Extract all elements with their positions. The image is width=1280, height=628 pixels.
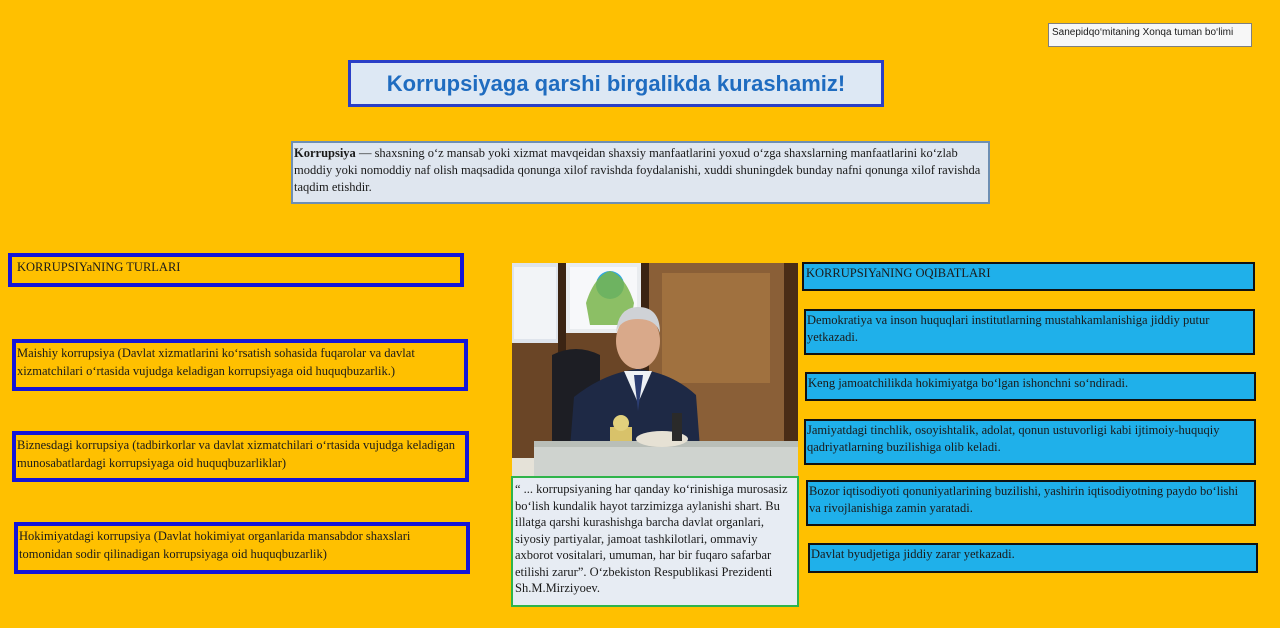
corruption-type-household: Maishiy korrupsiya (Davlat xizmatlarini ko‘rsatish sohasida fuqarolar va davlat xizmatchilari o‘rtasida vujudga keladigan korrupsiyaga oid huquqbuzarlik.) — [12, 339, 468, 391]
definition-term: Korrupsiya — [294, 146, 356, 160]
department-label: Sanepidqo‘mitaning Xonqa tuman bo‘limi — [1048, 23, 1252, 47]
consequence-item: Demokratiya va inson huquqlari institutlarning mustahkamlanishiga jiddiy putur yetkazadi. — [804, 309, 1255, 355]
president-quote: “ ... korrupsiyaning har qanday ko‘rinishiga murosasiz bo‘lish kundalik hayot tarzimizga aylanishi shart. Bu illatga qarshi kurashishga barcha davlat organlari, siyosiy partiyalar, jamoat tashkilotlari, ommaviy axborot vositalari, umuman, har bir fuqaro safarbar etilishi zarur”. O‘zbekiston Respublikasi Prezidenti Sh.M.Mirziyoev. — [511, 476, 799, 607]
definition-text: — shaxsning o‘z mansab yoki xizmat mavqeidan shaxsiy manfaatlarini yoxud o‘zga shaxslarning manfaatlarini ko‘zlab moddiy yoki nomoddiy naf olish maqsadida qonunga xilof ravishda foydalanishi, xuddi shuningdek bunday nafni qonunga xilof ravishda taqdim etishdir. — [294, 146, 981, 194]
corruption-type-government: Hokimiyatdagi korrupsiya (Davlat hokimiyat organlarida mansabdor shaxslari tomonidan sodir qilinadigan korrupsiyaga oid huquqbuzarlik) — [14, 522, 470, 574]
corruption-type-business: Biznesdagi korrupsiya (tadbirkorlar va davlat xizmatchilari o‘rtasida vujudga keladigan munosabatlardagi korrupsiyaga oid huquqbuzarliklar) — [12, 431, 469, 482]
consequence-item: Keng jamoatchilikda hokimiyatga bo‘lgan ishonchni so‘ndiradi. — [805, 372, 1256, 401]
official-portrait-photo — [512, 263, 798, 476]
page-title — [348, 60, 884, 107]
consequence-item: Davlat byudjetiga jiddiy zarar yetkazadi. — [808, 543, 1258, 573]
page-title-text: Korrupsiyaga qarshi birgalikda kurashamiz! — [386, 70, 846, 96]
consequence-item: Bozor iqtisodiyoti qonuniyatlarining buzilishi, yashirin iqtisodiyotning paydo bo‘lishi va rivojlanishiga zamin yaratadi. — [806, 480, 1256, 526]
corruption-definition — [291, 141, 990, 204]
consequence-item: Jamiyatdagi tinchlik, osoyishtalik, adolat, qonun ustuvorligi kabi ijtimoiy-huquqiy qadriyatlarning buzilishiga olib keladi. — [804, 419, 1256, 465]
corruption-consequences-heading: KORRUPSIYaNING OQIBATLARI — [802, 262, 1255, 291]
corruption-types-heading: KORRUPSIYaNING TURLARI — [8, 253, 464, 287]
